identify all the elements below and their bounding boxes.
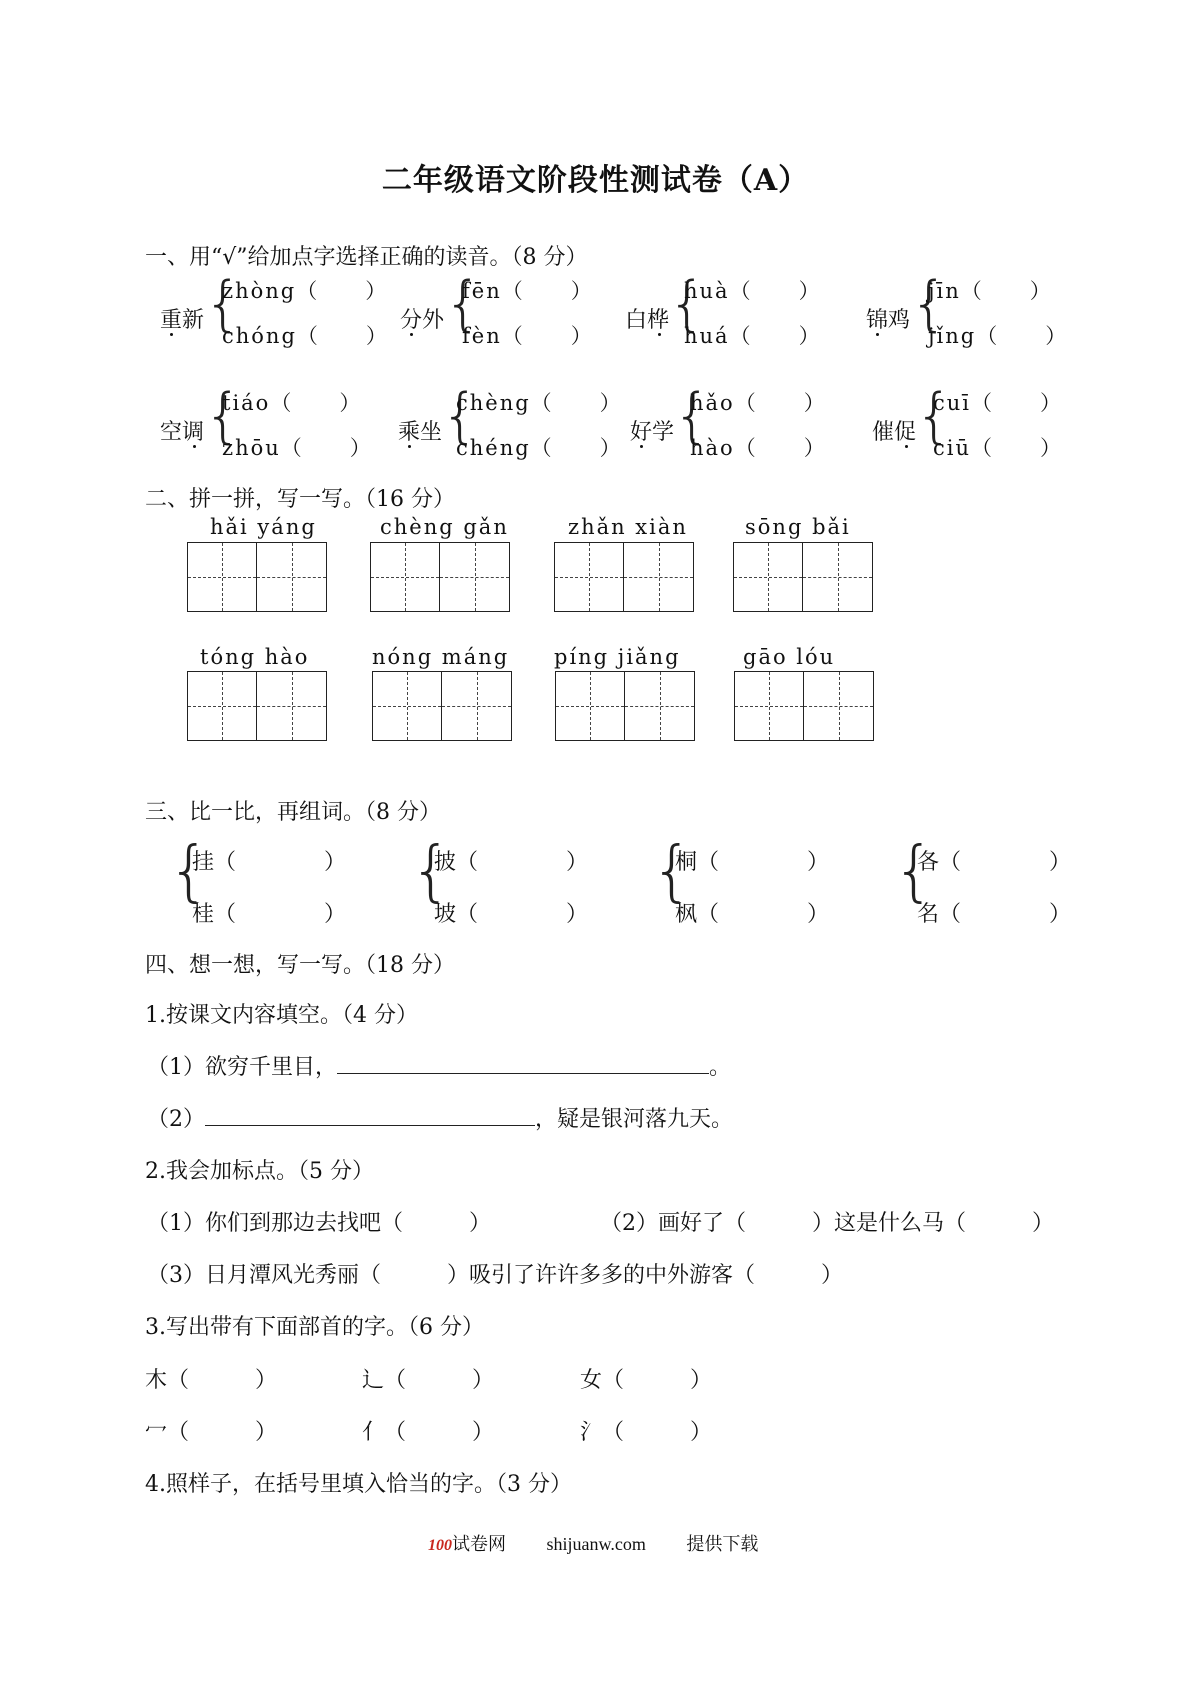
pair-2-a[interactable]: 披（ ）: [434, 850, 589, 875]
pinyin-prompt: gāo lóu: [743, 645, 836, 669]
poem-line-suffix: 。: [709, 1055, 732, 1080]
emphasis-dot: [410, 333, 413, 336]
question-1-line-2: [147, 1102, 733, 1133]
pair-3-a[interactable]: 桐（ ）: [675, 850, 830, 875]
option-3-1[interactable]: huà（ ）: [684, 279, 822, 303]
option-2-1[interactable]: fēn（ ）: [462, 279, 594, 303]
question-4-label: 4.照样子，在括号里填入恰当的字。（3 分）: [145, 1472, 572, 1497]
writing-box[interactable]: [555, 671, 695, 741]
answer-blank[interactable]: [205, 1105, 535, 1126]
radical-item[interactable]: 氵（ ）: [580, 1420, 713, 1445]
brace-icon: {: [204, 269, 243, 339]
radical-item[interactable]: 亻（ ）: [362, 1420, 495, 1445]
pinyin-prompt: hǎi yáng: [210, 515, 317, 539]
word-item-8: 催促: [872, 420, 917, 445]
question-1-line-1: [147, 1050, 731, 1081]
site-url[interactable]: shijuanw.com: [546, 1534, 646, 1554]
option-8-2[interactable]: ciū（ ）: [933, 436, 1064, 460]
word-item-6: 乘坐: [398, 420, 443, 445]
writing-box[interactable]: [372, 671, 512, 741]
brace-icon: {: [915, 381, 954, 451]
pair-1-b[interactable]: 桂（ ）: [192, 902, 347, 927]
poem-line-prefix: （2）: [147, 1107, 205, 1132]
pinyin-prompt: píng jiǎng: [554, 645, 681, 669]
punctuation-item-2[interactable]: （2）画好了（ ）这是什么马（ ）: [600, 1211, 1054, 1236]
option-6-2[interactable]: chéng（ ）: [456, 436, 623, 460]
emphasis-dot: [408, 445, 411, 448]
emphasis-dot: [905, 445, 908, 448]
emphasis-dot: [170, 333, 173, 336]
brace-icon: {: [204, 381, 243, 451]
page-title: 二年级语文阶段性测试卷（A）: [381, 163, 810, 198]
brace-icon: {: [651, 832, 693, 909]
writing-box[interactable]: [734, 671, 874, 741]
writing-box[interactable]: [187, 671, 327, 741]
brace-icon: {: [168, 832, 210, 909]
word-item-4: 锦鸡: [866, 308, 911, 333]
question-2-label: 2.我会加标点。（5 分）: [145, 1159, 374, 1184]
word-item-1: 重新: [160, 308, 205, 333]
question-3-label: 3.写出带有下面部首的字。（6 分）: [145, 1315, 484, 1340]
radical-item[interactable]: 女（ ）: [580, 1368, 713, 1393]
option-1-2[interactable]: chóng（ ）: [222, 324, 389, 348]
section-3-heading: 三、比一比，再组词。（8 分）: [145, 800, 441, 825]
poem-line-suffix: ，疑是银河落九天。: [535, 1107, 734, 1132]
radical-item[interactable]: 木（ ）: [145, 1368, 278, 1393]
brace-icon: {: [893, 832, 935, 909]
pinyin-prompt: nóng máng: [372, 645, 510, 669]
question-1-label: 1.按课文内容填空。（4 分）: [145, 1003, 418, 1028]
brace-icon: {: [410, 832, 452, 909]
emphasis-dot: [658, 333, 661, 336]
option-6-1[interactable]: chèng（ ）: [456, 391, 623, 415]
option-5-1[interactable]: tiáo（ ）: [222, 391, 363, 415]
brace-icon: {: [668, 269, 707, 339]
pair-4-b[interactable]: 名（ ）: [917, 902, 1072, 927]
writing-box[interactable]: [370, 542, 510, 612]
site-name: 试卷网: [452, 1534, 506, 1554]
pinyin-prompt: chèng gǎn: [380, 515, 509, 539]
brace-icon: {: [673, 381, 712, 451]
punctuation-item-3[interactable]: （3）日月潭风光秀丽（ ）吸引了许许多多的中外游客（ ）: [147, 1263, 843, 1288]
section-1-heading: 一、用“√”给加点字选择正确的读音。（8 分）: [145, 245, 588, 270]
radical-item[interactable]: 辶（ ）: [362, 1368, 495, 1393]
option-7-2[interactable]: hào（ ）: [690, 436, 827, 460]
brace-icon: {: [910, 269, 949, 339]
emphasis-dot: [876, 333, 879, 336]
pair-2-b[interactable]: 坡（ ）: [434, 902, 589, 927]
pair-4-a[interactable]: 各（ ）: [917, 850, 1072, 875]
footer: [428, 1530, 758, 1556]
pinyin-prompt: tóng hào: [200, 645, 310, 669]
word-item-3: 白桦: [625, 308, 670, 333]
option-3-2[interactable]: huá（ ）: [684, 324, 822, 348]
emphasis-dot: [640, 445, 643, 448]
writing-box[interactable]: [554, 542, 694, 612]
writing-box[interactable]: [187, 542, 327, 612]
option-7-1[interactable]: hǎo（ ）: [690, 391, 827, 415]
option-5-2[interactable]: zhōu（ ）: [222, 436, 373, 460]
brace-icon: {: [444, 269, 483, 339]
radical-item[interactable]: 冖（ ）: [145, 1420, 278, 1445]
option-4-1[interactable]: jīn（ ）: [928, 279, 1053, 303]
word-item-5: 空调: [160, 420, 205, 445]
pinyin-prompt: sōng bǎi: [745, 515, 851, 539]
pair-1-a[interactable]: 挂（ ）: [192, 850, 347, 875]
option-4-2[interactable]: jǐng（ ）: [928, 324, 1069, 348]
option-2-2[interactable]: fèn（ ）: [462, 324, 594, 348]
option-1-1[interactable]: zhòng（ ）: [222, 279, 389, 303]
pair-3-b[interactable]: 枫（ ）: [675, 902, 830, 927]
pinyin-prompt: zhǎn xiàn: [568, 515, 688, 539]
section-4-heading: 四、想一想，写一写。（18 分）: [145, 953, 455, 978]
word-item-2: 分外: [400, 308, 445, 333]
site-logo: 100: [428, 1537, 452, 1554]
emphasis-dot: [193, 445, 196, 448]
punctuation-item-1[interactable]: （1）你们到那边去找吧（ ）: [147, 1211, 491, 1236]
word-item-7: 好学: [630, 420, 675, 445]
section-2-heading: 二、拼一拼，写一写。（16 分）: [145, 487, 455, 512]
writing-box[interactable]: [733, 542, 873, 612]
footer-note: 提供下载: [686, 1534, 759, 1554]
answer-blank[interactable]: [337, 1053, 709, 1074]
poem-line-prefix: （1）欲穷千里目，: [147, 1055, 337, 1080]
brace-icon: {: [441, 381, 480, 451]
option-8-1[interactable]: cuī（ ）: [933, 391, 1064, 415]
